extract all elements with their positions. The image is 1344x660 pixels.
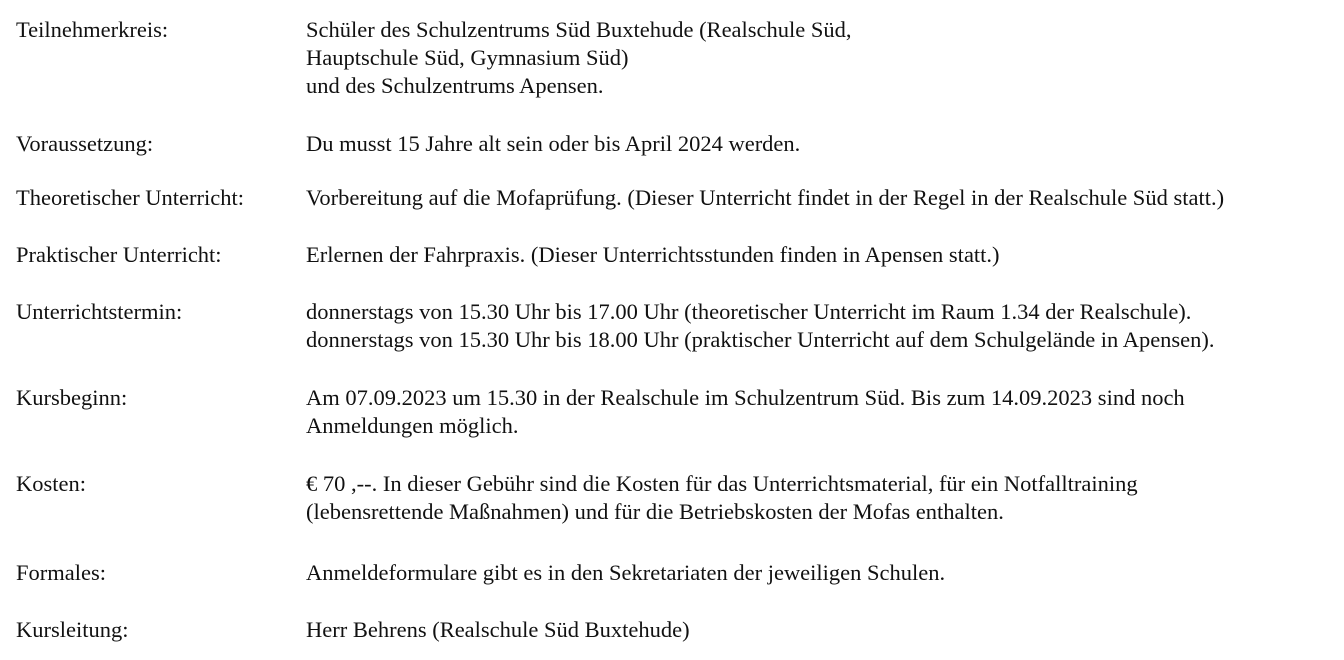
row-label: Kursleitung: bbox=[16, 617, 129, 642]
row-label: Formales: bbox=[16, 560, 106, 585]
row-value bbox=[306, 184, 1224, 212]
value-line: donnerstags von 15.30 Uhr bis 17.00 Uhr (theoretischer Unterricht im Raum 1.34 der Realschule). bbox=[306, 299, 1192, 324]
value-line: € 70 ,--. In dieser Gebühr sind die Kosten für das Unterrichtsmaterial, für ein Notfalltraining bbox=[306, 471, 1138, 496]
value-line: Am 07.09.2023 um 15.30 in der Realschule im Schulzentrum Süd. Bis zum 14.09.2023 sind noch bbox=[306, 385, 1185, 410]
row-label: Teilnehmerkreis: bbox=[16, 17, 169, 42]
row-value bbox=[306, 16, 852, 100]
row-label: Voraussetzung: bbox=[16, 131, 154, 156]
row-value bbox=[306, 470, 1138, 526]
row-value bbox=[306, 130, 800, 158]
value-line: Hauptschule Süd, Gymnasium Süd) bbox=[306, 45, 629, 70]
row-label: Kosten: bbox=[16, 471, 86, 496]
row-value bbox=[306, 384, 1185, 440]
value-line: Vorbereitung auf die Mofaprüfung. (Dieser Unterricht findet in der Regel in der Realschule Süd statt.) bbox=[306, 185, 1225, 210]
value-line: Erlernen der Fahrpraxis. (Dieser Unterrichtsstunden finden in Apensen statt.) bbox=[306, 242, 1000, 267]
row-label: Unterrichtstermin: bbox=[16, 299, 183, 324]
value-line: Anmeldungen möglich. bbox=[306, 413, 519, 438]
row-label: Theoretischer Unterricht: bbox=[16, 185, 245, 210]
row-value bbox=[306, 616, 690, 644]
row-value bbox=[306, 559, 945, 587]
row-label: Kursbeginn: bbox=[16, 385, 128, 410]
value-line: Anmeldeformulare gibt es in den Sekretariaten der jeweiligen Schulen. bbox=[306, 560, 946, 585]
row-label: Praktischer Unterricht: bbox=[16, 242, 222, 267]
value-line: Schüler des Schulzentrums Süd Buxtehude (Realschule Süd, bbox=[306, 17, 852, 42]
row-value bbox=[306, 298, 1215, 354]
row-value bbox=[306, 241, 1000, 269]
value-line: Herr Behrens (Realschule Süd Buxtehude) bbox=[306, 617, 690, 642]
value-line: donnerstags von 15.30 Uhr bis 18.00 Uhr (praktischer Unterricht auf dem Schulgelände in Apensen). bbox=[306, 327, 1215, 352]
value-line: (lebensrettende Maßnahmen) und für die Betriebskosten der Mofas enthalten. bbox=[306, 499, 1004, 524]
value-line: Du musst 15 Jahre alt sein oder bis April 2024 werden. bbox=[306, 131, 801, 156]
value-line: und des Schulzentrums Apensen. bbox=[306, 73, 604, 98]
